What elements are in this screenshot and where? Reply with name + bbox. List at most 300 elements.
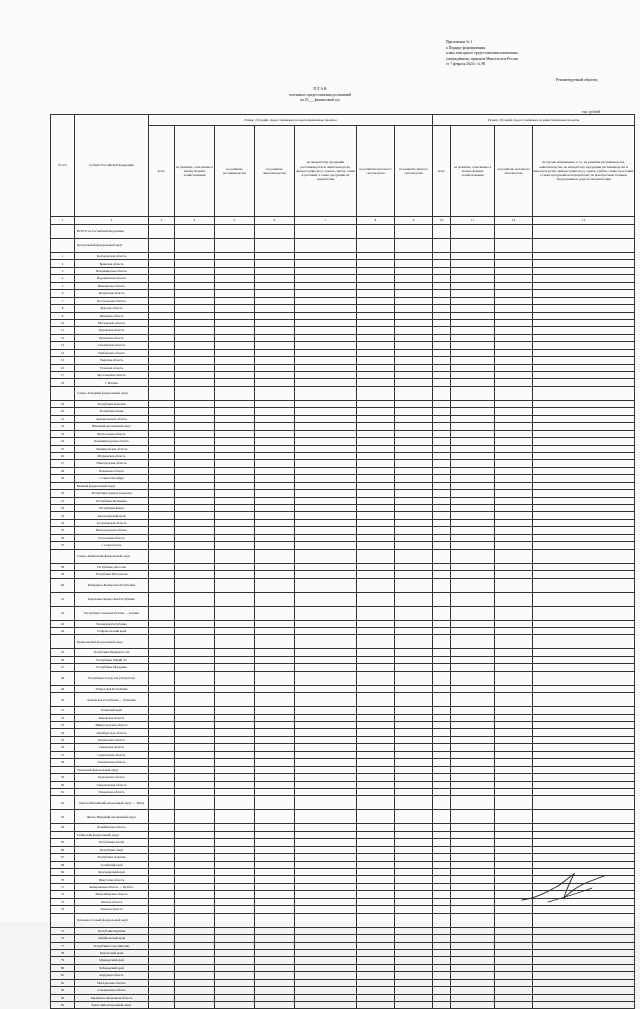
value-cell bbox=[149, 527, 175, 534]
value-cell bbox=[451, 671, 495, 685]
value-cell bbox=[175, 891, 215, 898]
table-row-federal-district bbox=[51, 635, 635, 649]
value-cell bbox=[357, 438, 395, 445]
value-cell bbox=[533, 467, 635, 474]
table-row bbox=[51, 290, 635, 297]
value-cell bbox=[451, 372, 495, 379]
table-row bbox=[51, 327, 635, 334]
value-cell bbox=[495, 327, 533, 334]
value-cell bbox=[433, 253, 451, 260]
value-cell bbox=[495, 656, 533, 663]
value-cell bbox=[495, 707, 533, 714]
row-number bbox=[51, 766, 75, 773]
value-cell bbox=[357, 824, 395, 831]
table-row bbox=[51, 592, 635, 606]
value-cell bbox=[215, 854, 255, 861]
value-cell bbox=[175, 319, 215, 326]
col-header: на развитие молочного скотоводства bbox=[495, 126, 533, 217]
row-number: 37 bbox=[51, 542, 75, 549]
value-cell bbox=[451, 267, 495, 274]
value-cell bbox=[175, 664, 215, 671]
value-cell bbox=[255, 751, 295, 758]
row-number: 31 bbox=[51, 497, 75, 504]
value-cell bbox=[295, 927, 357, 934]
value-cell bbox=[451, 685, 495, 692]
value-cell bbox=[395, 1002, 433, 1009]
value-cell bbox=[495, 854, 533, 861]
value-cell bbox=[149, 635, 175, 649]
region-name: Республика Татарстан (Татарстан) bbox=[75, 671, 149, 685]
value-cell bbox=[175, 534, 215, 541]
value-cell bbox=[495, 467, 533, 474]
value-cell bbox=[433, 386, 451, 400]
table-row bbox=[51, 620, 635, 627]
value-cell bbox=[255, 774, 295, 781]
value-cell bbox=[433, 379, 451, 386]
value-cell bbox=[255, 744, 295, 751]
value-cell bbox=[295, 766, 357, 773]
value-cell bbox=[433, 415, 451, 422]
appendix-line: к Порядку формирования bbox=[446, 45, 486, 50]
value-cell bbox=[175, 334, 215, 341]
value-cell bbox=[395, 964, 433, 971]
row-number bbox=[51, 831, 75, 838]
value-cell bbox=[175, 357, 215, 364]
units-label: тыс. рублей bbox=[582, 110, 600, 114]
value-cell bbox=[451, 854, 495, 861]
value-cell bbox=[215, 475, 255, 482]
value-cell bbox=[255, 987, 295, 994]
row-number: 23 bbox=[51, 430, 75, 437]
value-cell bbox=[395, 759, 433, 766]
value-cell bbox=[495, 260, 533, 267]
row-number: 72 bbox=[51, 891, 75, 898]
value-cell bbox=[451, 386, 495, 400]
value-cell bbox=[495, 512, 533, 519]
value-cell bbox=[175, 578, 215, 592]
value-cell bbox=[433, 606, 451, 620]
value-cell bbox=[215, 964, 255, 971]
value-cell bbox=[175, 714, 215, 721]
value-cell bbox=[495, 744, 533, 751]
region-name: Кемеровская область — Кузбасс bbox=[75, 883, 149, 890]
col-header: на развитие растениеводства bbox=[215, 126, 255, 217]
value-cell bbox=[533, 994, 635, 1001]
value-cell bbox=[495, 319, 533, 326]
region-name: Республика Марий Эл bbox=[75, 656, 149, 663]
value-cell bbox=[451, 891, 495, 898]
value-cell bbox=[451, 759, 495, 766]
value-cell bbox=[215, 379, 255, 386]
row-number: 10 bbox=[51, 319, 75, 326]
value-cell bbox=[295, 891, 357, 898]
value-cell bbox=[357, 334, 395, 341]
value-cell bbox=[255, 685, 295, 692]
value-cell bbox=[295, 490, 357, 497]
table-row bbox=[51, 400, 635, 407]
value-cell bbox=[433, 861, 451, 868]
appendix-note bbox=[446, 40, 636, 68]
value-cell bbox=[395, 482, 433, 489]
row-number: 38 bbox=[51, 563, 75, 570]
value-cell bbox=[175, 260, 215, 267]
row-number: 15 bbox=[51, 357, 75, 364]
value-cell bbox=[215, 979, 255, 986]
value-cell bbox=[255, 490, 295, 497]
value-cell bbox=[533, 386, 635, 400]
value-cell bbox=[295, 282, 357, 289]
region-name: Кабардино-Балкарская Республика bbox=[75, 578, 149, 592]
value-cell bbox=[357, 239, 395, 253]
value-cell bbox=[451, 824, 495, 831]
value-cell bbox=[215, 994, 255, 1001]
value-cell bbox=[255, 693, 295, 707]
value-cell bbox=[451, 656, 495, 663]
value-cell bbox=[395, 571, 433, 578]
table-row bbox=[51, 438, 635, 445]
value-cell bbox=[255, 534, 295, 541]
region-name: Приморский край bbox=[75, 957, 149, 964]
value-cell bbox=[175, 913, 215, 927]
value-cell bbox=[395, 592, 433, 606]
value-cell bbox=[215, 664, 255, 671]
row-number: 34 bbox=[51, 519, 75, 526]
table-row bbox=[51, 260, 635, 267]
value-cell bbox=[395, 312, 433, 319]
value-cell bbox=[175, 927, 215, 934]
value-cell bbox=[451, 571, 495, 578]
value-cell bbox=[433, 239, 451, 253]
value-cell bbox=[433, 534, 451, 541]
value-cell bbox=[495, 423, 533, 430]
region-name: Ивановская область bbox=[75, 282, 149, 289]
value-cell bbox=[533, 282, 635, 289]
value-cell bbox=[395, 542, 433, 549]
value-cell bbox=[395, 349, 433, 356]
value-cell bbox=[295, 635, 357, 649]
region-name: Рязанская область bbox=[75, 334, 149, 341]
value-cell bbox=[295, 987, 357, 994]
value-cell bbox=[215, 627, 255, 634]
value-cell bbox=[149, 987, 175, 994]
value-cell bbox=[495, 714, 533, 721]
value-cell bbox=[433, 423, 451, 430]
value-cell bbox=[451, 423, 495, 430]
value-cell bbox=[215, 225, 255, 239]
value-cell bbox=[149, 774, 175, 781]
value-cell bbox=[433, 957, 451, 964]
value-cell bbox=[255, 400, 295, 407]
value-cell bbox=[357, 305, 395, 312]
value-cell bbox=[357, 964, 395, 971]
value-cell bbox=[451, 534, 495, 541]
value-cell bbox=[451, 225, 495, 239]
value-cell bbox=[495, 781, 533, 788]
value-cell bbox=[395, 949, 433, 956]
table-row bbox=[51, 994, 635, 1001]
value-cell bbox=[255, 342, 295, 349]
value-cell bbox=[215, 942, 255, 949]
value-cell bbox=[255, 876, 295, 883]
value-cell bbox=[149, 979, 175, 986]
row-number: 7 bbox=[51, 297, 75, 304]
value-cell bbox=[357, 979, 395, 986]
value-cell bbox=[395, 935, 433, 942]
value-cell bbox=[295, 400, 357, 407]
value-cell bbox=[215, 386, 255, 400]
value-cell bbox=[255, 649, 295, 656]
value-cell bbox=[433, 656, 451, 663]
table-row bbox=[51, 942, 635, 949]
col-header: на переработку продукции растениеводства и животноводства, дикорастущих ягод, орехов, грибов, семян и растений, а также продукции их переработки bbox=[295, 126, 357, 217]
value-cell bbox=[357, 571, 395, 578]
value-cell bbox=[451, 781, 495, 788]
value-cell bbox=[395, 766, 433, 773]
value-cell bbox=[357, 664, 395, 671]
value-cell bbox=[295, 512, 357, 519]
value-cell bbox=[495, 913, 533, 927]
value-cell bbox=[495, 364, 533, 371]
region-name: Архангельская область bbox=[75, 415, 149, 422]
region-name: Смоленская область bbox=[75, 342, 149, 349]
row-number: 64 bbox=[51, 824, 75, 831]
col-number: 5 bbox=[215, 217, 255, 225]
value-cell bbox=[495, 751, 533, 758]
value-cell bbox=[395, 831, 433, 838]
value-cell bbox=[357, 482, 395, 489]
value-cell bbox=[451, 994, 495, 1001]
value-cell bbox=[357, 519, 395, 526]
value-cell bbox=[255, 759, 295, 766]
value-cell bbox=[255, 627, 295, 634]
value-cell bbox=[215, 810, 255, 824]
value-cell bbox=[533, 505, 635, 512]
value-cell bbox=[215, 239, 255, 253]
value-cell bbox=[215, 400, 255, 407]
row-number: 21 bbox=[51, 415, 75, 422]
value-cell bbox=[395, 490, 433, 497]
value-cell bbox=[395, 505, 433, 512]
value-cell bbox=[495, 225, 533, 239]
value-cell bbox=[149, 549, 175, 563]
row-number: 69 bbox=[51, 869, 75, 876]
table-row bbox=[51, 364, 635, 371]
row-number: 61 bbox=[51, 788, 75, 795]
value-cell bbox=[295, 527, 357, 534]
value-cell bbox=[149, 534, 175, 541]
value-cell bbox=[433, 438, 451, 445]
row-number: 56 bbox=[51, 744, 75, 751]
value-cell bbox=[295, 519, 357, 526]
row-number: 84 bbox=[51, 994, 75, 1001]
value-cell bbox=[175, 861, 215, 868]
value-cell bbox=[395, 253, 433, 260]
value-cell bbox=[255, 357, 295, 364]
value-cell bbox=[451, 519, 495, 526]
value-cell bbox=[533, 452, 635, 459]
value-cell bbox=[433, 649, 451, 656]
value-cell bbox=[215, 253, 255, 260]
region-name: Сибирский федеральный округ bbox=[75, 831, 149, 838]
value-cell bbox=[451, 549, 495, 563]
region-name: Омская область bbox=[75, 898, 149, 905]
value-cell bbox=[295, 482, 357, 489]
value-cell bbox=[357, 766, 395, 773]
value-cell bbox=[255, 898, 295, 905]
value-cell bbox=[533, 979, 635, 986]
value-cell bbox=[357, 635, 395, 649]
col-header: на развитие молочного скотоводства bbox=[357, 126, 395, 217]
value-cell bbox=[255, 707, 295, 714]
value-cell bbox=[295, 430, 357, 437]
value-cell bbox=[215, 744, 255, 751]
value-cell bbox=[357, 400, 395, 407]
row-number: 73 bbox=[51, 898, 75, 905]
value-cell bbox=[255, 781, 295, 788]
value-cell bbox=[295, 606, 357, 620]
value-cell bbox=[255, 664, 295, 671]
value-cell bbox=[533, 319, 635, 326]
value-cell bbox=[451, 774, 495, 781]
value-cell bbox=[433, 788, 451, 795]
value-cell bbox=[495, 357, 533, 364]
value-cell bbox=[357, 349, 395, 356]
value-cell bbox=[533, 342, 635, 349]
table-row bbox=[51, 979, 635, 986]
value-cell bbox=[255, 592, 295, 606]
value-cell bbox=[175, 685, 215, 692]
value-cell bbox=[175, 519, 215, 526]
value-cell bbox=[395, 430, 433, 437]
value-cell bbox=[495, 766, 533, 773]
table-row bbox=[51, 744, 635, 751]
value-cell bbox=[433, 408, 451, 415]
value-cell bbox=[495, 942, 533, 949]
value-cell bbox=[357, 656, 395, 663]
value-cell bbox=[255, 788, 295, 795]
value-cell bbox=[451, 635, 495, 649]
value-cell bbox=[533, 949, 635, 956]
value-cell bbox=[495, 490, 533, 497]
value-cell bbox=[451, 497, 495, 504]
row-number: 66 bbox=[51, 846, 75, 853]
table-row bbox=[51, 935, 635, 942]
value-cell bbox=[149, 372, 175, 379]
value-cell bbox=[255, 460, 295, 467]
value-cell bbox=[215, 649, 255, 656]
region-name: Краснодарский край bbox=[75, 512, 149, 519]
value-cell bbox=[433, 497, 451, 504]
value-cell bbox=[175, 475, 215, 482]
value-cell bbox=[149, 781, 175, 788]
value-cell bbox=[451, 664, 495, 671]
value-cell bbox=[395, 927, 433, 934]
value-cell bbox=[255, 839, 295, 846]
value-cell bbox=[215, 693, 255, 707]
appendix-line: утверждённому приказом Минсельхоза России bbox=[446, 56, 519, 61]
value-cell bbox=[357, 846, 395, 853]
value-cell bbox=[495, 671, 533, 685]
region-name: Республика Калмыкия bbox=[75, 497, 149, 504]
value-cell bbox=[149, 729, 175, 736]
value-cell bbox=[149, 831, 175, 838]
value-cell bbox=[395, 282, 433, 289]
value-cell bbox=[295, 364, 357, 371]
value-cell bbox=[175, 482, 215, 489]
value-cell bbox=[357, 854, 395, 861]
region-name: Республика Башкортостан bbox=[75, 649, 149, 656]
signature-image bbox=[518, 868, 608, 908]
value-cell bbox=[357, 372, 395, 379]
group-header-investment: Размер субсидий, предоставляемых на инвестиционные проекты bbox=[433, 115, 635, 126]
value-cell bbox=[175, 592, 215, 606]
row-number: 70 bbox=[51, 876, 75, 883]
value-cell bbox=[533, 671, 635, 685]
value-cell bbox=[215, 751, 255, 758]
region-name: Калужская область bbox=[75, 290, 149, 297]
value-cell bbox=[495, 831, 533, 838]
value-cell bbox=[357, 957, 395, 964]
value-cell bbox=[395, 891, 433, 898]
value-cell bbox=[495, 312, 533, 319]
value-cell bbox=[357, 891, 395, 898]
value-cell bbox=[357, 386, 395, 400]
value-cell bbox=[215, 957, 255, 964]
value-cell bbox=[175, 781, 215, 788]
value-cell bbox=[357, 253, 395, 260]
value-cell bbox=[215, 482, 255, 489]
value-cell bbox=[215, 766, 255, 773]
value-cell bbox=[433, 635, 451, 649]
value-cell bbox=[255, 846, 295, 853]
table-row bbox=[51, 519, 635, 526]
value-cell bbox=[395, 342, 433, 349]
row-number bbox=[51, 239, 75, 253]
value-cell bbox=[255, 714, 295, 721]
value-cell bbox=[451, 297, 495, 304]
value-cell bbox=[451, 379, 495, 386]
value-cell bbox=[149, 927, 175, 934]
row-number: 9 bbox=[51, 312, 75, 319]
value-cell bbox=[149, 408, 175, 415]
value-cell bbox=[495, 979, 533, 986]
value-cell bbox=[433, 913, 451, 927]
value-cell bbox=[255, 452, 295, 459]
row-number: 5 bbox=[51, 282, 75, 289]
value-cell bbox=[295, 736, 357, 743]
region-name: Тамбовская область bbox=[75, 349, 149, 356]
value-cell bbox=[433, 342, 451, 349]
table-row bbox=[51, 512, 635, 519]
region-name: г. Санкт-Петербург bbox=[75, 475, 149, 482]
value-cell bbox=[295, 627, 357, 634]
value-cell bbox=[149, 512, 175, 519]
value-cell bbox=[495, 1002, 533, 1009]
value-cell bbox=[533, 987, 635, 994]
region-name: Магаданская область bbox=[75, 979, 149, 986]
table-row-federal-district bbox=[51, 239, 635, 253]
value-cell bbox=[255, 527, 295, 534]
value-cell bbox=[215, 415, 255, 422]
row-number: 54 bbox=[51, 729, 75, 736]
value-cell bbox=[215, 290, 255, 297]
value-cell bbox=[357, 869, 395, 876]
value-cell bbox=[295, 290, 357, 297]
value-cell bbox=[433, 876, 451, 883]
value-cell bbox=[395, 239, 433, 253]
value-cell bbox=[175, 635, 215, 649]
value-cell bbox=[149, 898, 175, 905]
